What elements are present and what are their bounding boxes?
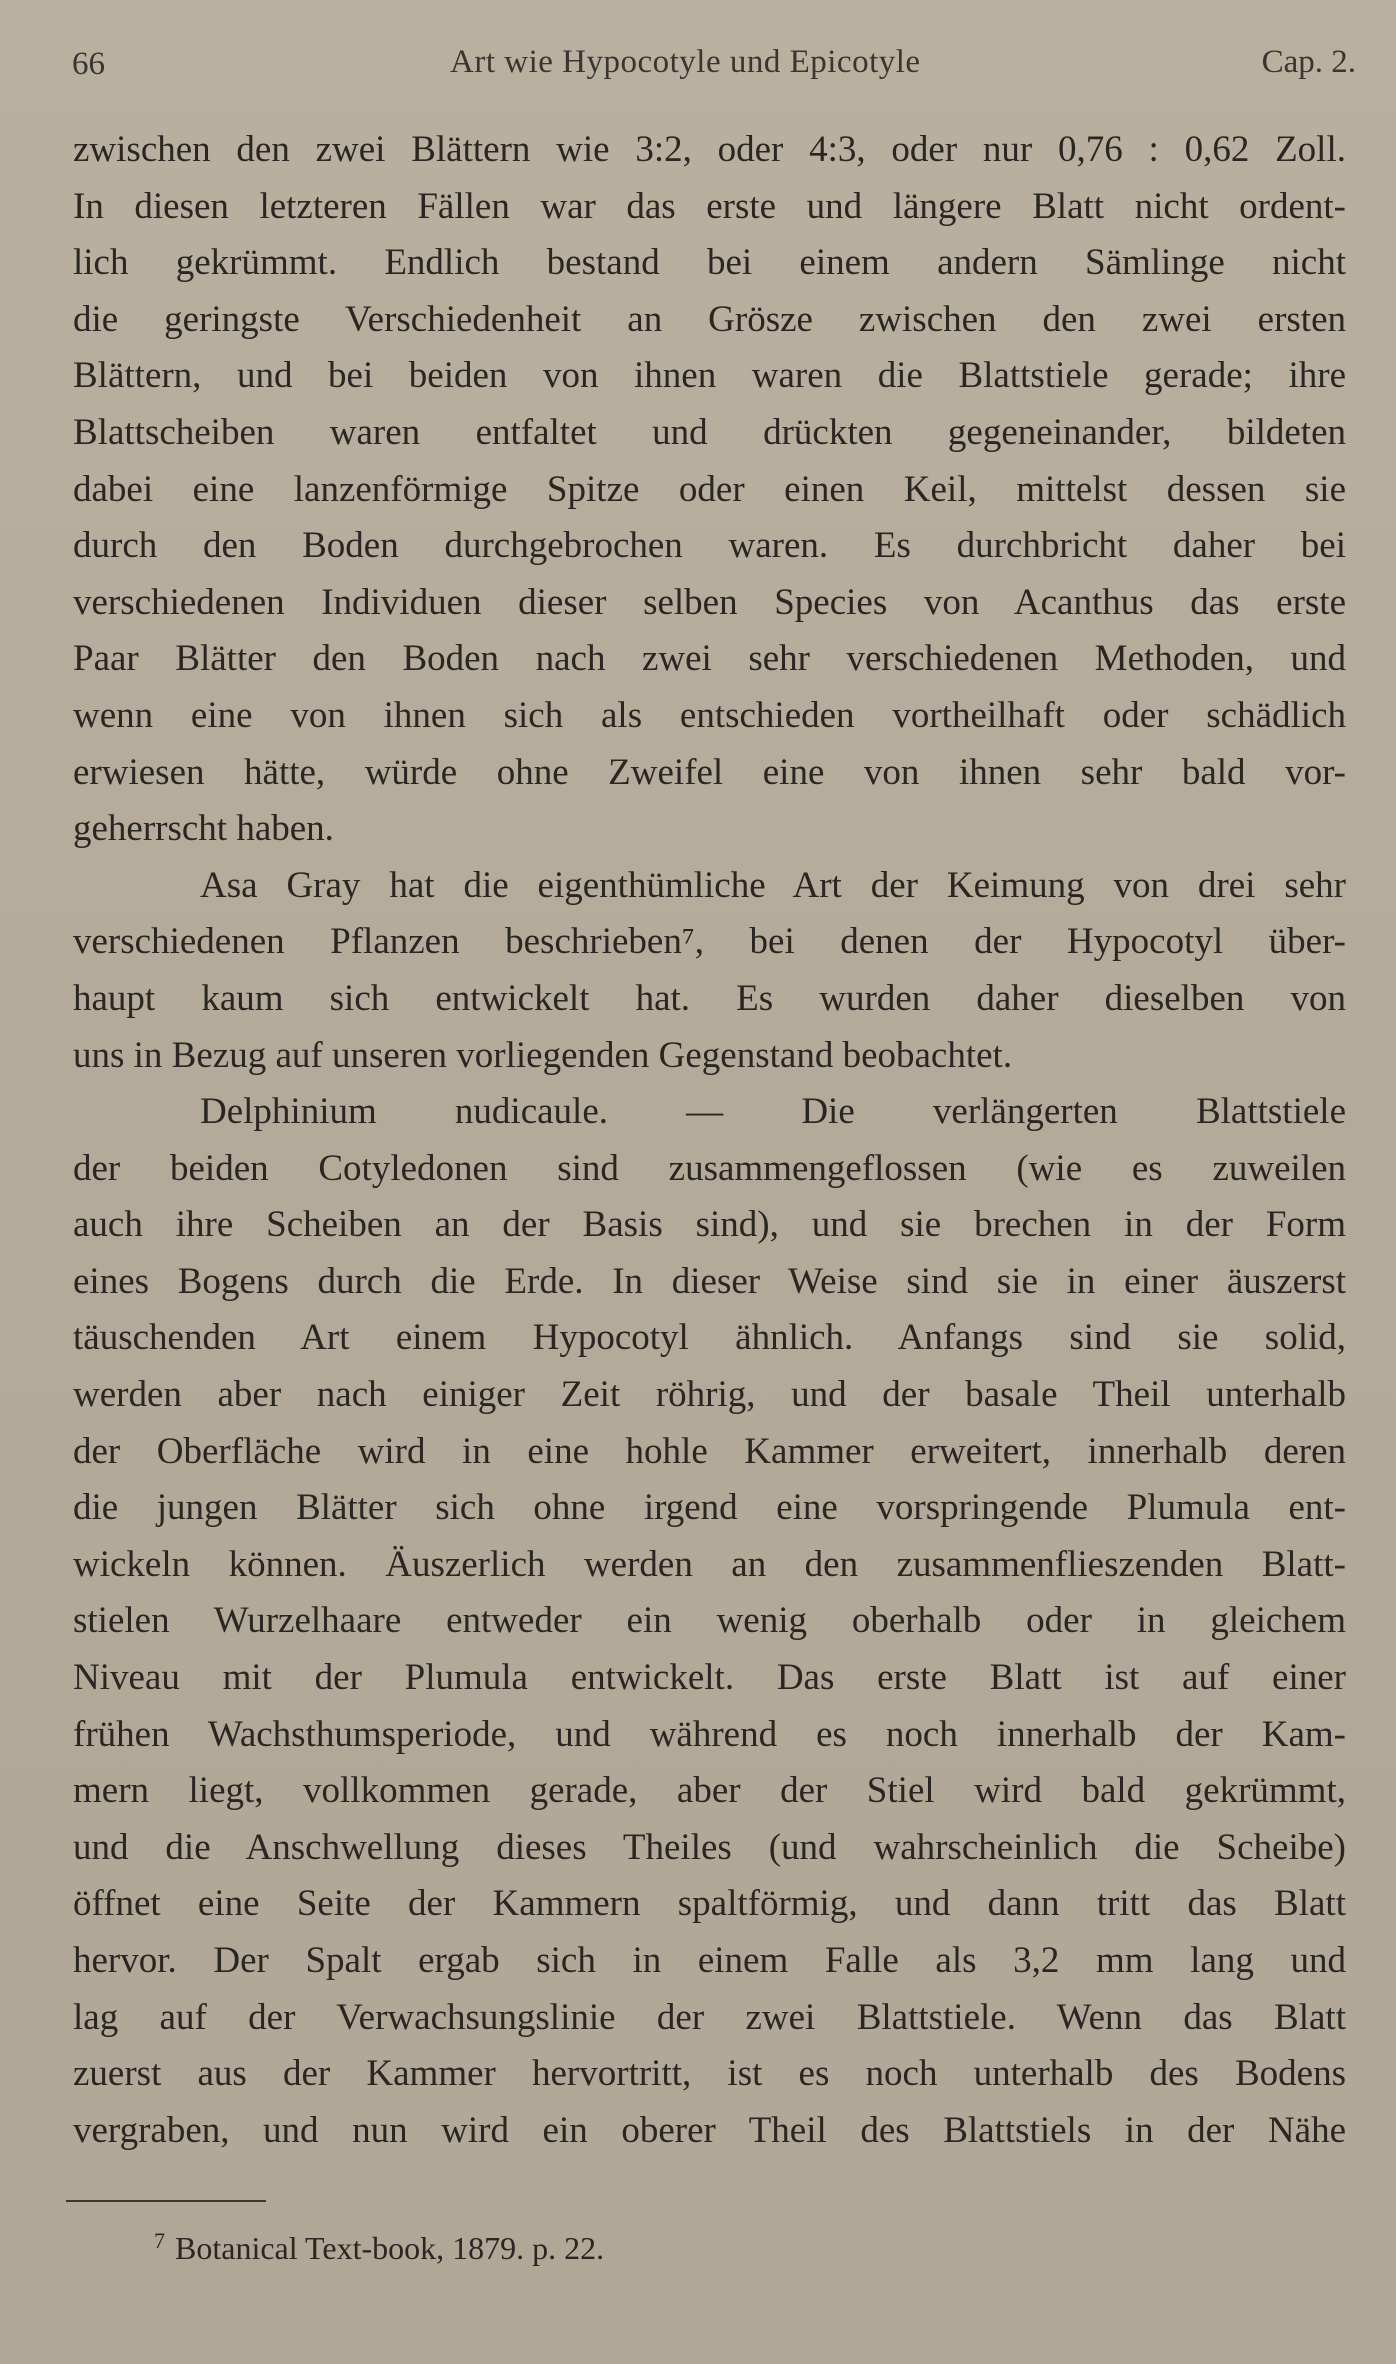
text-line: hervor. Der Spalt ergab sich in einem Falle als 3,2 mm lang und (73, 1940, 1346, 1981)
text-line: Asa Gray hat die eigenthümliche Art der Keimung von drei sehr (200, 864, 1346, 906)
text-line: und die Anschwellung dieses Theiles (und wahrscheinlich die Scheibe) (73, 1826, 1346, 1868)
text-line: zwischen den zwei Blättern wie 3:2, oder 4:3, oder nur 0,76 : 0,62 Zoll. (73, 129, 1346, 170)
text-line: erwiesen hätte, würde ohne Zweifel eine von ihnen sehr bald vor- (73, 751, 1346, 793)
text-line: verschiedenen Individuen dieser selben Species von Acanthus das erste (73, 581, 1346, 623)
running-title: Art wie Hypocotyle und Epicotyle (450, 44, 921, 80)
text-line: geherrscht haben. (73, 808, 334, 850)
text-line: uns in Bezug auf unseren vorliegenden Gegenstand beobachtet. (73, 1034, 1013, 1076)
text-line: auch ihre Scheiben an der Basis sind), und sie brechen in der Form (73, 1204, 1346, 1246)
text-line: verschiedenen Pflanzen beschrieben⁷, bei denen der Hypocotyl über- (73, 921, 1346, 963)
text-line: wenn eine von ihnen sich als entschieden vortheilhaft oder schädlich (73, 694, 1346, 736)
text-line: die geringste Verschiedenheit an Grösze zwischen den zwei ersten (73, 298, 1346, 340)
text-line: öffnet eine Seite der Kammern spaltförmig, und dann tritt das Blatt (73, 1883, 1346, 1925)
text-line: durch den Boden durchgebrochen waren. Es durchbricht daher bei (73, 525, 1346, 567)
text-line: zuerst aus der Kammer hervortritt, ist es noch unterhalb des Bodens (73, 2053, 1346, 2095)
text-line: mern liegt, vollkommen gerade, aber der Stiel wird bald gekrümmt, (73, 1770, 1346, 1812)
text-line: Blättern, und bei beiden von ihnen waren die Blattstiele gerade; ihre (73, 355, 1346, 397)
footnote-divider (66, 2200, 266, 2202)
text-line: stielen Wurzelhaare entweder ein wenig oberhalb oder in gleichem (73, 1600, 1346, 1642)
footnote-text: Botanical Text-book, 1879. p. 22. (175, 2230, 605, 2266)
text-line: frühen Wachsthumsperiode, und während es noch innerhalb der Kam- (73, 1713, 1346, 1755)
page-header (72, 38, 1356, 88)
text-line: dabei eine lanzenförmige Spitze oder einen Keil, mittelst dessen sie (73, 468, 1346, 510)
footnote (154, 2230, 604, 2267)
text-line: Paar Blätter den Boden nach zwei sehr verschiedenen Methoden, und (73, 638, 1346, 680)
text-line: Blattscheiben waren entfaltet und drückten gegeneinander, bildeten (73, 411, 1346, 453)
footnote-marker: 7 (154, 2228, 165, 2253)
text-line: lag auf der Verwachsungslinie der zwei Blattstiele. Wenn das Blatt (73, 1996, 1346, 2038)
text-line: Delphinium nudicaule. — Die verlängerten Blattstiele (200, 1091, 1346, 1133)
text-line: haupt kaum sich entwickelt hat. Es wurden daher dieselben von (73, 977, 1346, 1019)
text-line: vergraben, und nun wird ein oberer Theil des Blattstiels in der Nähe (73, 2109, 1346, 2151)
page-number: 66 (72, 46, 105, 82)
text-line: Niveau mit der Plumula entwickelt. Das erste Blatt ist auf einer (73, 1657, 1346, 1699)
text-line: täuschenden Art einem Hypocotyl ähnlich. Anfangs sind sie solid, (73, 1317, 1346, 1359)
text-line: In diesen letzteren Fällen war das erste und längere Blatt nicht ordent- (73, 185, 1346, 227)
text-line: wickeln können. Äuszerlich werden an den zusammenflieszenden Blatt- (73, 1543, 1346, 1585)
text-line: eines Bogens durch die Erde. In dieser Weise sind sie in einer äuszerst (73, 1260, 1346, 1302)
text-line: der Oberfläche wird in eine hohle Kammer erweitert, innerhalb deren (73, 1430, 1346, 1472)
text-line: der beiden Cotyledonen sind zusammengeflossen (wie es zuweilen (73, 1147, 1346, 1189)
text-line: lich gekrümmt. Endlich bestand bei einem andern Sämlinge nicht (73, 242, 1346, 284)
text-line: die jungen Blätter sich ohne irgend eine vorspringende Plumula ent- (73, 1487, 1346, 1529)
chapter-label: Cap. 2. (1261, 44, 1356, 80)
text-line: werden aber nach einiger Zeit röhrig, und der basale Theil unterhalb (73, 1374, 1346, 1416)
body-text (73, 122, 1346, 2159)
